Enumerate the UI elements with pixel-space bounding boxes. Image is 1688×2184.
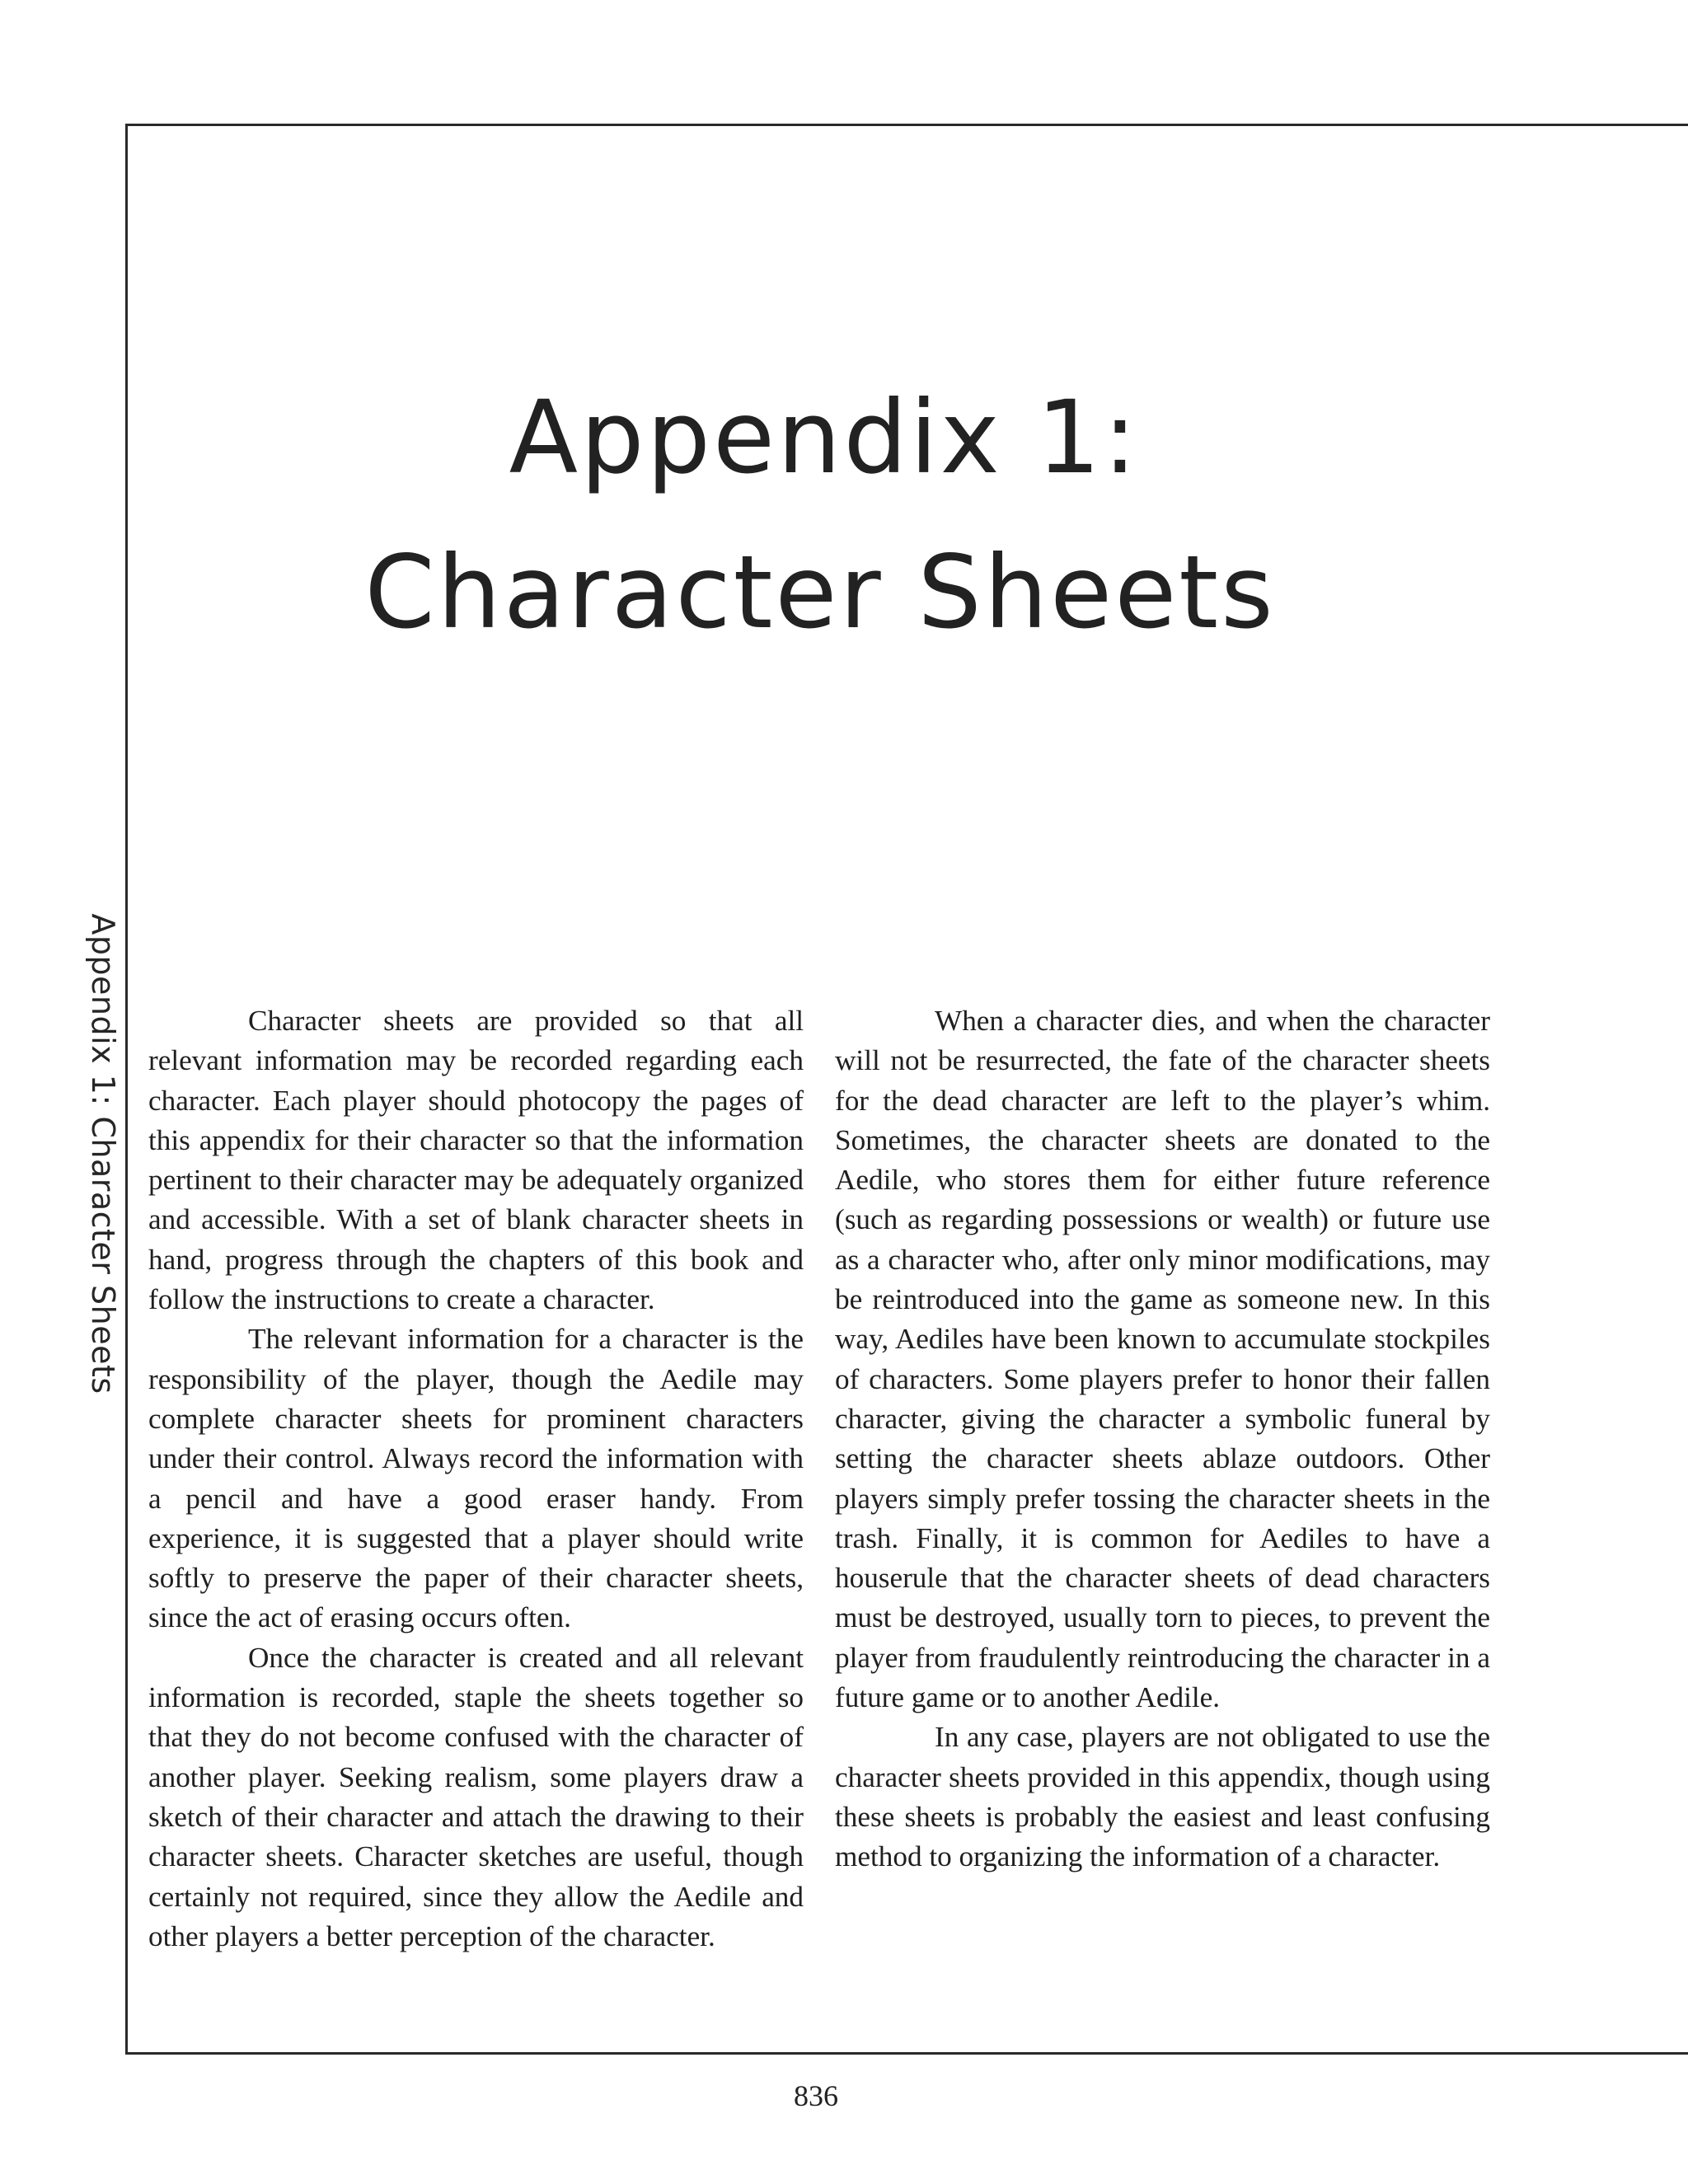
left-paragraph-3: Once the character is created and all relevant information is recorded, staple the sheets together so that they do not become confused with the character of another player. Seeking realism, some players draw a sketch of their character and attach the drawing to their character sheets. Character sketches are useful, though certainly not required, since they allow the Aedile and other players a better perception of the character. xyxy=(148,1641,804,1952)
right-paragraph-1: When a character dies, and when the character will not be resurrected, the fate of the character sheets for the dead character are left to the player’s whim. Sometimes, the character sheets are donated to the Aedile, who stores them for either future reference (such as regarding possessions or wealth) or future use as a character who, after only minor modifications, may be reintroduced into the game as someone new. In this way, Aediles have been known to accumulate stockpiles of characters. Some players prefer to honor their fallen character, giving the character a symbolic funeral by setting the character sheets ablaze outdoors. Other players simply prefer tossing the character sheets in the trash. Finally, it is common for Aediles to have a houserule that the character sheets of dead characters must be destroyed, usually torn to pieces, to prevent the player from fraudulently reintroducing the character in a future game or to another Aedile. xyxy=(835,1005,1490,1714)
chapter-title-line-1: Appendix 1: xyxy=(509,379,1140,496)
page-number xyxy=(0,2079,1688,2113)
right-column xyxy=(835,1001,1490,1877)
left-paragraph-1: Character sheets are provided so that all relevant information may be recorded regarding each character. Each player should photocopy the pages of this appendix for their character so that the information pertinent to their character may be adequately organized and accessible. With a set of blank character sheets in hand, progress through the chapters of this book and follow the instructions to create a character. xyxy=(148,1005,804,1316)
left-column xyxy=(148,1001,804,1957)
side-tab-label: Appendix 1: Character Sheets xyxy=(85,913,121,1394)
page-number-label: 836 xyxy=(794,2079,838,2112)
chapter-title-line-2: Character Sheets xyxy=(364,534,1276,651)
right-paragraph-2: In any case, players are not obligated to use the character sheets provided in this appendix, though using these sheets is probably the easiest and least confusing method to organizing the information of a character. xyxy=(835,1721,1490,1873)
left-paragraph-2: The relevant information for a character is the responsibility of the player, though the Aedile may complete character sheets for prominent characters under their control. Always record the information with a pencil and have a good eraser handy. From experience, it is suggested that a player should write softly to preserve the paper of their character sheets, since the act of erasing occurs often. xyxy=(148,1323,804,1634)
